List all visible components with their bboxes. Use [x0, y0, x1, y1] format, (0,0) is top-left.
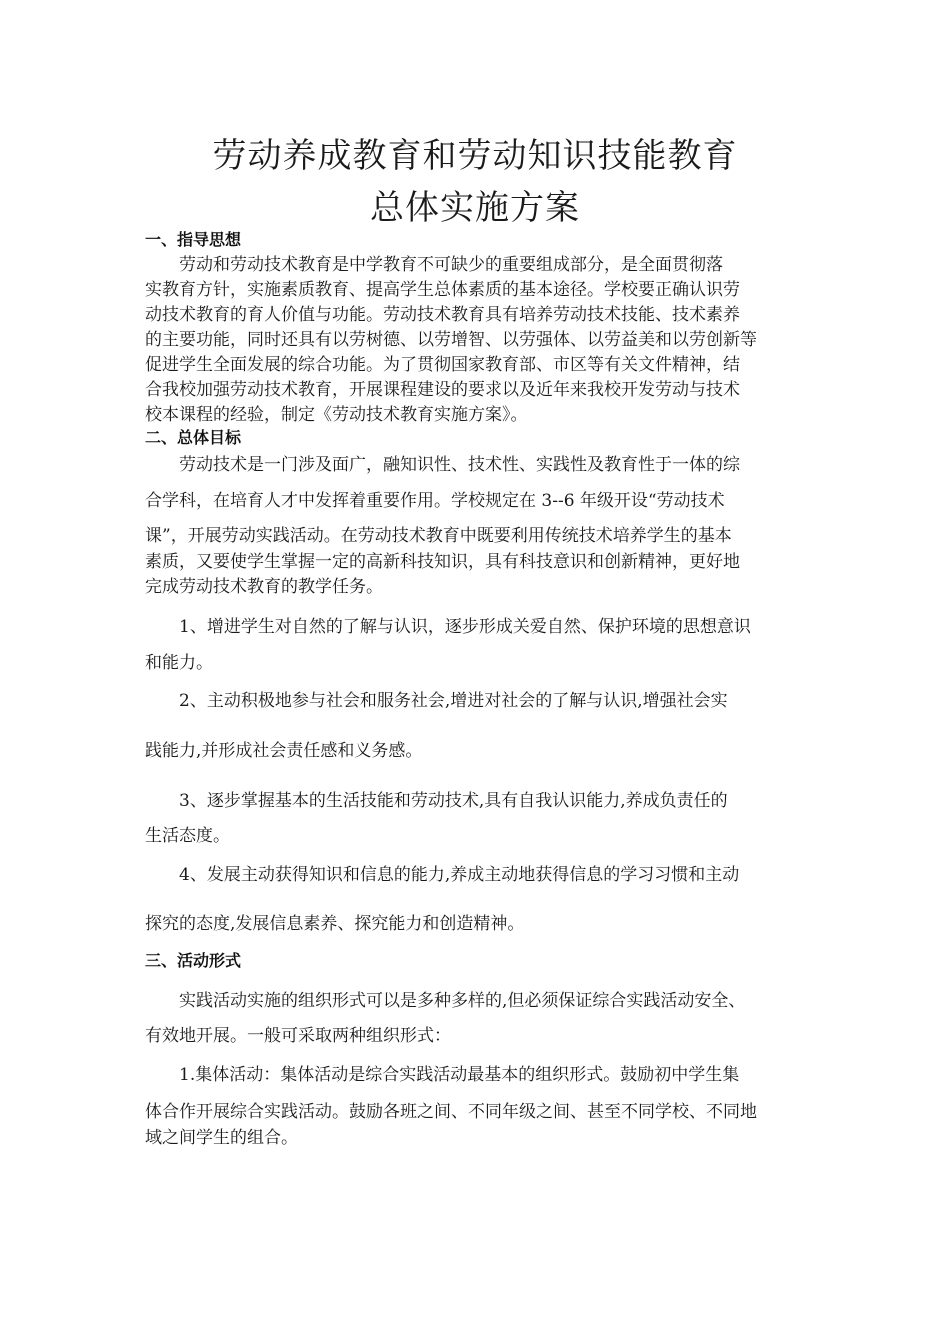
paragraph-line: 促进学生全面发展的综合功能。为了贯彻国家教育部、市区等有关文件精神，结 — [145, 355, 740, 375]
paragraph-line: 课”，开展劳动实践活动。在劳动技术教育中既要利用传统技术培养学生的基本 — [145, 526, 732, 546]
paragraph-line: 劳动和劳动技术教育是中学教育不可缺少的重要组成部分，是全面贯彻落 — [145, 255, 723, 275]
goal-item-2: 2、主动积极地参与社会和服务社会,增进对社会的了解与认识,增强社会实 — [145, 691, 728, 711]
section-heading-overall-goals: 二、总体目标 — [145, 428, 242, 447]
section-heading-activity-forms: 三、活动形式 — [145, 951, 242, 970]
paragraph-line: 完成劳动技术教育的教学任务。 — [145, 577, 383, 597]
goal-item-4-continued: 探究的态度,发展信息素养、探究能力和创造精神。 — [145, 914, 525, 934]
goal-item-3-continued: 生活态度。 — [145, 826, 230, 846]
paragraph-line: 域之间学生的组合。 — [145, 1128, 298, 1148]
section-heading-guiding-ideology: 一、指导思想 — [145, 230, 242, 249]
goal-item-2-continued: 践能力,并形成社会责任感和义务感。 — [145, 741, 423, 761]
paragraph-line: 合我校加强劳动技术教育，开展课程建设的要求以及近年来我校开发劳动与技术 — [145, 380, 740, 400]
paragraph-line: 体合作开展综合实践活动。鼓励各班之间、不同年级之间、甚至不同学校、不同地 — [145, 1102, 757, 1122]
activity-item-1: 1.集体活动：集体活动是综合实践活动最基本的组织形式。鼓励初中学生集 — [145, 1065, 740, 1085]
goal-item-1: 1、增进学生对自然的了解与认识，逐步形成关爱自然、保护环境的思想意识 — [145, 617, 751, 637]
paragraph-line: 实教育方针，实施素质教育、提高学生总体素质的基本途径。学校要正确认识劳 — [145, 280, 740, 300]
paragraph-line: 实践活动实施的组织形式可以是多种多样的,但必须保证综合实践活动安全、 — [145, 991, 746, 1011]
paragraph-line: 有效地开展。一般可采取两种组织形式： — [145, 1026, 451, 1046]
goal-item-3: 3、逐步掌握基本的生活技能和劳动技术,具有自我认识能力,养成负责任的 — [145, 791, 728, 811]
paragraph-line: 的主要功能，同时还具有以劳树德、以劳增智、以劳强体、以劳益美和以劳创新等 — [145, 330, 757, 350]
goal-item-1-continued: 和能力。 — [145, 653, 213, 673]
paragraph-line: 校本课程的经验，制定《劳动技术教育实施方案》。 — [145, 405, 528, 425]
paragraph-line: 合学科，在培育人才中发挥着重要作用。学校规定在 3--6 年级开设“劳动技术 — [145, 491, 725, 511]
document-title-line-2: 总体实施方案 — [370, 188, 580, 228]
paragraph-line: 动技术教育的育人价值与功能。劳动技术教育具有培养劳动技术技能、技术素养 — [145, 305, 740, 325]
paragraph-line: 劳动技术是一门涉及面广，融知识性、技术性、实践性及教育性于一体的综 — [145, 455, 740, 475]
paragraph-line: 素质，又要使学生掌握一定的高新科技知识，具有科技意识和创新精神，更好地 — [145, 552, 740, 572]
goal-item-4: 4、发展主动获得知识和信息的能力,养成主动地获得信息的学习习惯和主动 — [145, 865, 740, 885]
document-title-line-1: 劳动养成教育和劳动知识技能教育 — [212, 136, 738, 176]
